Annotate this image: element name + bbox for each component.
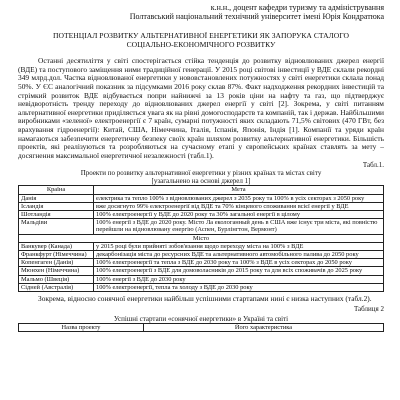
table-cell-place: Шотландія	[19, 210, 94, 218]
table-cell-place: Мальдіви	[19, 219, 94, 234]
after-table-paragraph: Зокрема, відносно сонячної енергетики найбільш успішними стартапами нині є низка наступних (табл.2).	[38, 293, 372, 303]
table2-number: Таблиця 2	[353, 304, 384, 313]
table-cell-goal: 100% енергії з ВДЕ до 2030 року	[94, 275, 384, 283]
table1-source: [узагальнено на основі джерел 1]	[151, 177, 251, 186]
table-row	[19, 267, 384, 275]
article-title	[18, 31, 384, 49]
table-cell-goal: вже досягнуто 99% електроенергії від ВДЕ та 70% кінцевого споживання всієї енергії у ВДЕ	[94, 202, 384, 210]
table-row	[19, 283, 384, 291]
table1-section-row	[19, 234, 384, 242]
table-cell-goal: 100% електроенергії, тепла та холоду з ВДЕ до 2030 року	[94, 283, 384, 291]
university-name: Полтавський національний технічний університет імені Юрія Кондратюка	[129, 12, 384, 22]
table-cell-goal: декарбонізація міста до ресурсних ВДЕ та альтернативного автомобільного палива до 2050 року	[94, 250, 384, 258]
table1-header-country: Країна	[19, 186, 94, 194]
table-cell-goal: 100% енергії з ВДЕ до 2020 року. Місто Ла екологанный день в США вже існує три міста, які повністю перейшли на відновлювану енергію (Аспен, Бурлінгтон, Вермонт)	[94, 219, 384, 234]
table-row	[19, 259, 384, 267]
table-cell-goal: 100% електроенергії у ВДЕ до 2020 року та 30% загальної енергії в цілому	[94, 210, 384, 218]
table-cell-place: Ванкувер (Канада)	[19, 242, 94, 250]
article-title-line-1: ПОТЕНЦІАЛ РОЗВИТКУ АЛЬТЕРНАТИВНОЇ ЕНЕРГЕТИКИ ЯК ЗАПОРУКА СТАЛОГО	[53, 30, 349, 40]
table2-header-row	[19, 323, 384, 331]
table-row	[19, 250, 384, 258]
table2-header-description: Його характеристика	[144, 323, 384, 331]
table1-number: Табл.1.	[362, 161, 384, 170]
projects-table	[18, 185, 384, 292]
table-row	[19, 202, 384, 210]
table-cell-goal: 100% електроенергії з ВДЕ для домоволасників до 2015 року та для всіх споживачів до 2025 року	[94, 267, 384, 275]
table-row	[19, 219, 384, 234]
table-cell-place: Мюнхен (Німеччина)	[19, 267, 94, 275]
table-cell-place: Ісландія	[19, 202, 94, 210]
table-cell-place: Сідней (Австралія)	[19, 283, 94, 291]
table2-caption: Успішні стартапи «сонячної енергетики» в Україні та світі	[113, 314, 289, 323]
table-row	[19, 210, 384, 218]
table-cell-place: Копенгаген (Данія)	[19, 259, 94, 267]
intro-paragraph: Останні десятиліття у світі спостерігається стійка тенденція до розвитку відновлюваних джерел енергії (ВДЕ) та поступового заміщення ними традиційної генерації. У 2015 році світові інвестиції у ВДЕ склали рекордні 349 млрд.дол. Частка відновлюваної енергетики у нововстановлених потужностях у світі енергетики склала понад 50%. У ЄС аналогічний показник за підсумками 2016 року склав 87%. Факт надходження рекордних інвестицій та стрімкий розвиток ВДЕ відбувається попри найнижчі за 13 років ціни на нафту та газ, що підтверджує невідворотність тренду переходу до відновлюваних джерел енергії у світі [2]. Зокрема, у світі питанням альтернативної енергетики приділяється увага як на рівні домогосподарств та компаній, так і держав. Найбільшими виробниками «зеленої» електроенергії є 7 країн, сумарні потужності яких складають 71,5% світових (470 ГВт, без врахування гідроенергії): Китай, США, Німеччина, Італія, Іспанія, Японія, Індія [1]. Компанії та уряди країн намагаються забезпечити енергетичну безпеку своїх країн шляхом розвитку альтернативної енергетики. Більшість проектів, які реалізуються та розробляються на сучасному етапі у європейських країнах ставлять за мету – досягнення максимальної енергетичної незалежності (табл.1).	[18, 56, 384, 160]
table1-city-section-label: Місто	[19, 234, 384, 242]
table-row	[19, 194, 384, 202]
table-cell-goal: у 2015 році були прийняті зобов'язання щодо переходу міста на 100% з ВДЕ	[94, 242, 384, 250]
table1-header-goal: Мета	[94, 186, 384, 194]
author-header	[18, 3, 384, 22]
table-cell-goal: електрика та тепло 100% з відновлюваних джерел з 2035 року та 100% в усіх секторах з 2050 року	[94, 194, 384, 202]
table1-header-row	[19, 186, 384, 194]
table-row	[19, 275, 384, 283]
table-cell-place: Мальмо (Швеція)	[19, 275, 94, 283]
table-row	[19, 242, 384, 250]
table1-caption: Проекти по розвитку альтернативної енергетики у різних країнах та містах світу	[80, 169, 322, 178]
author-position: к.н.н., доцент кафедри туризму та адміністрування	[210, 3, 384, 12]
table-cell-place: Франкфурт (Німеччина)	[19, 250, 94, 258]
table-cell-goal: 100% електроенергії та тепла з ВДЕ до 2030 року та 100% з ВДЕ в усіх секторах до 2050 року	[94, 259, 384, 267]
table2-header-project: Назва проекту	[19, 323, 144, 331]
article-title-line-2: СОЦІАЛЬНО-ЕКОНОМІЧНОГО РОЗВИТКУ	[126, 40, 276, 50]
table-cell-place: Данія	[19, 194, 94, 202]
startups-table	[18, 323, 384, 332]
